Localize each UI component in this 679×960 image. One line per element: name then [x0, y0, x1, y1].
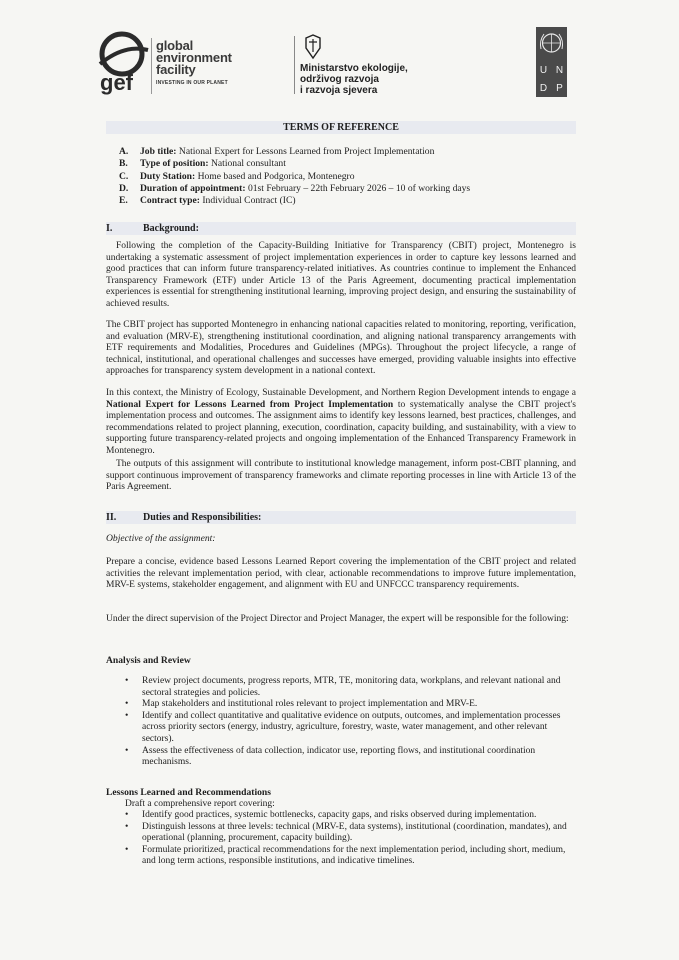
analysis-bullet-4: • Assess the effectiveness of data collection, indicator use, reporting flows, and institutional coordination mechanisms. [125, 745, 536, 768]
lessons-bullet-list [125, 810, 576, 868]
gef-divider [151, 38, 152, 94]
gef-line-1: global [156, 38, 194, 53]
ministry-line-3: i razvoja sjevera [300, 85, 378, 96]
document-title: TERMS OF REFERENCE [106, 121, 576, 134]
ministry-name [300, 63, 408, 96]
lessons-bullet-2: • Distinguish lessons at three levels: technical (MRV-E, data systems), institutional (coordination, mandates), and operational (planning, procurement, capacity building). [125, 821, 567, 844]
analysis-bullet-list [125, 676, 576, 769]
lessons-bullet-3: • Formulate prioritized, practical recommendations for the next implementation period, including short, medium, and long term actions, responsible institutions, and indicative timelines. [125, 844, 566, 867]
undp-letter-n: N [555, 65, 564, 76]
bullet-icon: • [125, 821, 129, 832]
summary-item-c: C. Duty Station: Home based and Podgorica, Montenegro [119, 170, 355, 182]
undp-letter-p: P [556, 83, 563, 94]
gef-name [156, 40, 232, 86]
montenegro-crest-icon [302, 34, 324, 60]
undp-logo [536, 27, 567, 97]
supervision-paragraph: Under the direct supervision of the Project Director and Project Manager, the expert will be responsible for the following: [106, 614, 569, 624]
summary-item-e: E. Contract type: Individual Contract (IC) [119, 195, 296, 207]
analysis-bullet-3: • Identify and collect quantitative and qualitative evidence on outputs, outcomes, and implementation processes across priority sectors (energy, industry, agriculture, forestry, waste, water management, and other relevant sectors). [125, 710, 561, 744]
bullet-icon: • [125, 699, 129, 710]
objective-paragraph: Prepare a concise, evidence based Lessons Learned Report covering the implementation of the CBIT project and related activities the relevant implementation period, with clear, actionable recommendations to improve future implementation, MRV-E systems, stakeholder engagement, and alignment with EU and UNFCCC transparency requirements. [106, 557, 576, 591]
analysis-bullet-1: • Review project documents, progress reports, MTR, TE, monitoring data, workplans, and relevant national and sectoral strategies and policies. [125, 676, 561, 698]
lessons-heading: Lessons Learned and Recommendations [106, 787, 271, 798]
section-background-heading: I. Background: [106, 222, 576, 235]
summary-item-b: B. Type of position: National consultant [119, 158, 286, 170]
section-duties-heading: II. Duties and Responsibilities: [106, 511, 576, 524]
un-emblem-icon [536, 27, 567, 59]
background-paragraph-3: In this context, the Ministry of Ecology, Sustainable Development, and Northern Region Development intends to engage a National Expert for Lessons Learned from Project Implementation to systematically analyse the CBIT project's implementation process and outcomes. The assignment aims to identify key lessons learned, best practices, challenges, and recommendations related to project planning, execution, coordination, capacity building, and sustainability, with a view to supporting future transparency-related projects and ongoing implementation of the Enhanced Transparency Framework in Montenegro. [106, 388, 576, 456]
analysis-heading: Analysis and Review [106, 655, 191, 666]
bullet-icon: • [125, 710, 129, 721]
ministry-line-1: Ministarstvo ekologije, [300, 63, 408, 74]
lessons-intro: Draft a comprehensive report covering: [125, 799, 275, 809]
ministry-divider [294, 36, 295, 94]
gef-line-3: facility [156, 62, 196, 77]
bullet-icon: • [125, 810, 129, 820]
undp-letter-d: D [539, 83, 548, 94]
analysis-bullet-2: • Map stakeholders and institutional roles relevant to project implementation and MRV-E. [125, 699, 478, 710]
background-paragraph-2: The CBIT project has supported Montenegro in enhancing national capacities related to monitoring, reporting, verification, and evaluation (MRV-E), strengthening institutional coordination, and aligning national transparency arrangements with ETF requirements and Modalities, Procedures and Guidelines (MPGs). Throughout the project lifecycle, a range of technical, institutional, and operational challenges and successes have emerged, providing valuable insights into effective approaches for transparency system development in a national context. [106, 320, 576, 377]
bullet-icon: • [125, 745, 129, 756]
bullet-icon: • [125, 676, 129, 686]
job-summary-list [119, 146, 470, 207]
gef-tagline: INVESTING IN OUR PLANET [156, 80, 228, 86]
undp-letter-u: U [539, 65, 548, 76]
ministry-line-2: održivog razvoja [300, 74, 379, 85]
objective-label: Objective of the assignment: [106, 533, 216, 544]
summary-item-a: A. Job title: National Expert for Lessons Learned from Project Implementation [119, 146, 435, 157]
gef-wordmark: gef [100, 70, 133, 95]
lessons-bullet-1: • Identify good practices, systemic bottlenecks, capacity gaps, and risks observed during implementation. [125, 810, 537, 820]
summary-item-d: D. Duration of appointment: 01st February – 22th February 2026 – 10 of working days [119, 182, 471, 194]
gef-line-2: environment [156, 50, 232, 65]
background-paragraph-1: Following the completion of the Capacity-Building Initiative for Transparency (CBIT) project, Montenegro is undertaking a systematic assessment of project implementation experiences in order to capture key lessons learned and good practices that can inform future transparency-related initiatives. As countries continue to implement the Enhanced Transparency Framework (ETF) under Article 13 of the Paris Agreement, documenting practical implementation experiences is essential for strengthening institutional learning, improving project design, and ensuring the sustainability of achieved results. [106, 241, 576, 309]
background-paragraph-4: The outputs of this assignment will contribute to institutional knowledge management, inform post-CBIT planning, and support continuous improvement of transparency frameworks and climate reporting processes in line with Article 13 of the Paris Agreement. [106, 459, 576, 493]
bullet-icon: • [125, 844, 129, 855]
